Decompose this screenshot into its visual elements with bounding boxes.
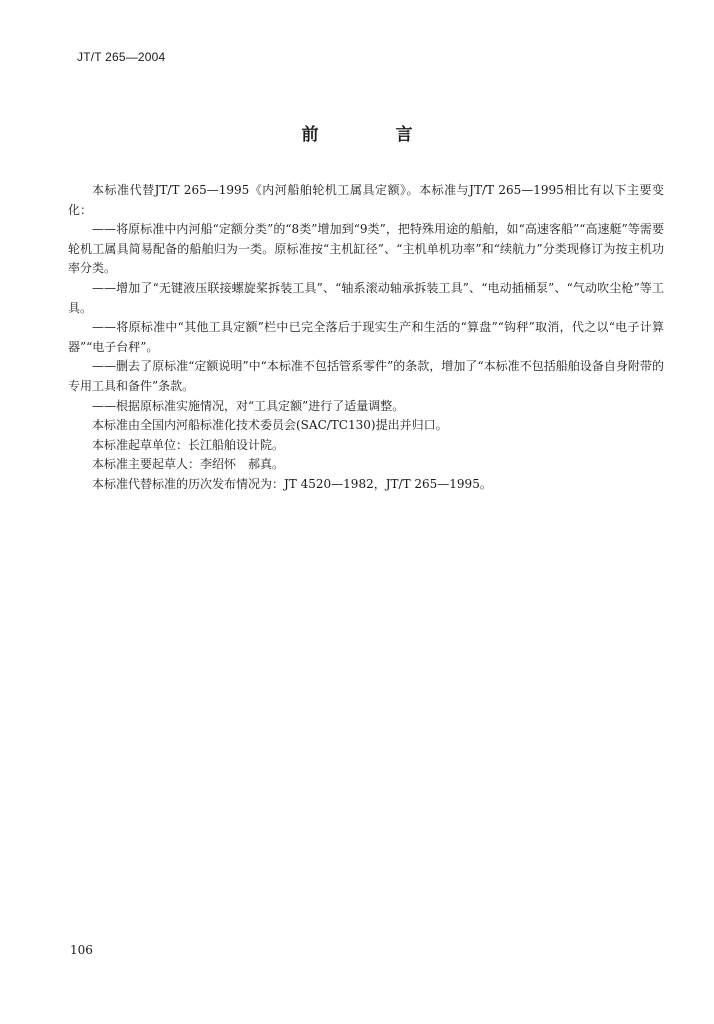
paragraph-drafting-unit: 本标准起草单位：长江船舶设计院。 [92, 437, 285, 452]
paragraph-drafters: 本标准主要起草人：李绍怀 郝真。 [92, 457, 285, 472]
paragraph-intro: 本标准代替JT/T 265—1995《内河船舶轮机工属具定额》。本标准与JT/T 265—1995相比有以下主要变化： [68, 183, 664, 217]
paragraph-change-tools-added: ——增加了“无键液压联接螺旋桨拆装工具”、“轴系滚动轴承拆装工具”、“电动插桶泵”、“气动吹尘枪”等工具。 [68, 280, 664, 315]
paragraph-change-clause: ——删去了原标准“定额说明”中“本标准不包括管系零件”的条款，增加了“本标准不包括船舶设备自身附带的专用工具和备件”条款。 [68, 359, 664, 393]
paragraph-change-adjustment: ——根据原标准实施情况，对“工具定额”进行了适量调整。 [92, 398, 405, 413]
paragraph-history: 本标准代替标准的历次发布情况为：JT 4520—1982，JT/T 265—1995。 [92, 476, 492, 491]
paragraph-change-classification: ——将原标准中内河船“定额分类”的“8类”增加到“9类”，把特殊用途的船舶，如“高速客船”“高速艇”等需要轮机工属具简易配备的船舶归为一类。原标准按“主机缸径”、“主机单机功率”和“续航力”分类现修订为按主机功率分类。 [68, 222, 664, 276]
foreword-body [68, 181, 664, 495]
paragraph-change-tools-removed: ——将原标准中“其他工具定额”栏中已完全落后于现实生产和生活的“算盘”“钩秤”取消，代之以“电子计算器”“电子台秤”。 [68, 320, 664, 354]
page-title: 前 言 [301, 125, 443, 145]
standard-code: JT/T 265—2004 [77, 50, 166, 64]
page-number: 106 [70, 943, 93, 957]
paragraph-proposer: 本标准由全国内河船标准化技术委员会(SAC/TC130)提出并归口。 [92, 418, 448, 433]
